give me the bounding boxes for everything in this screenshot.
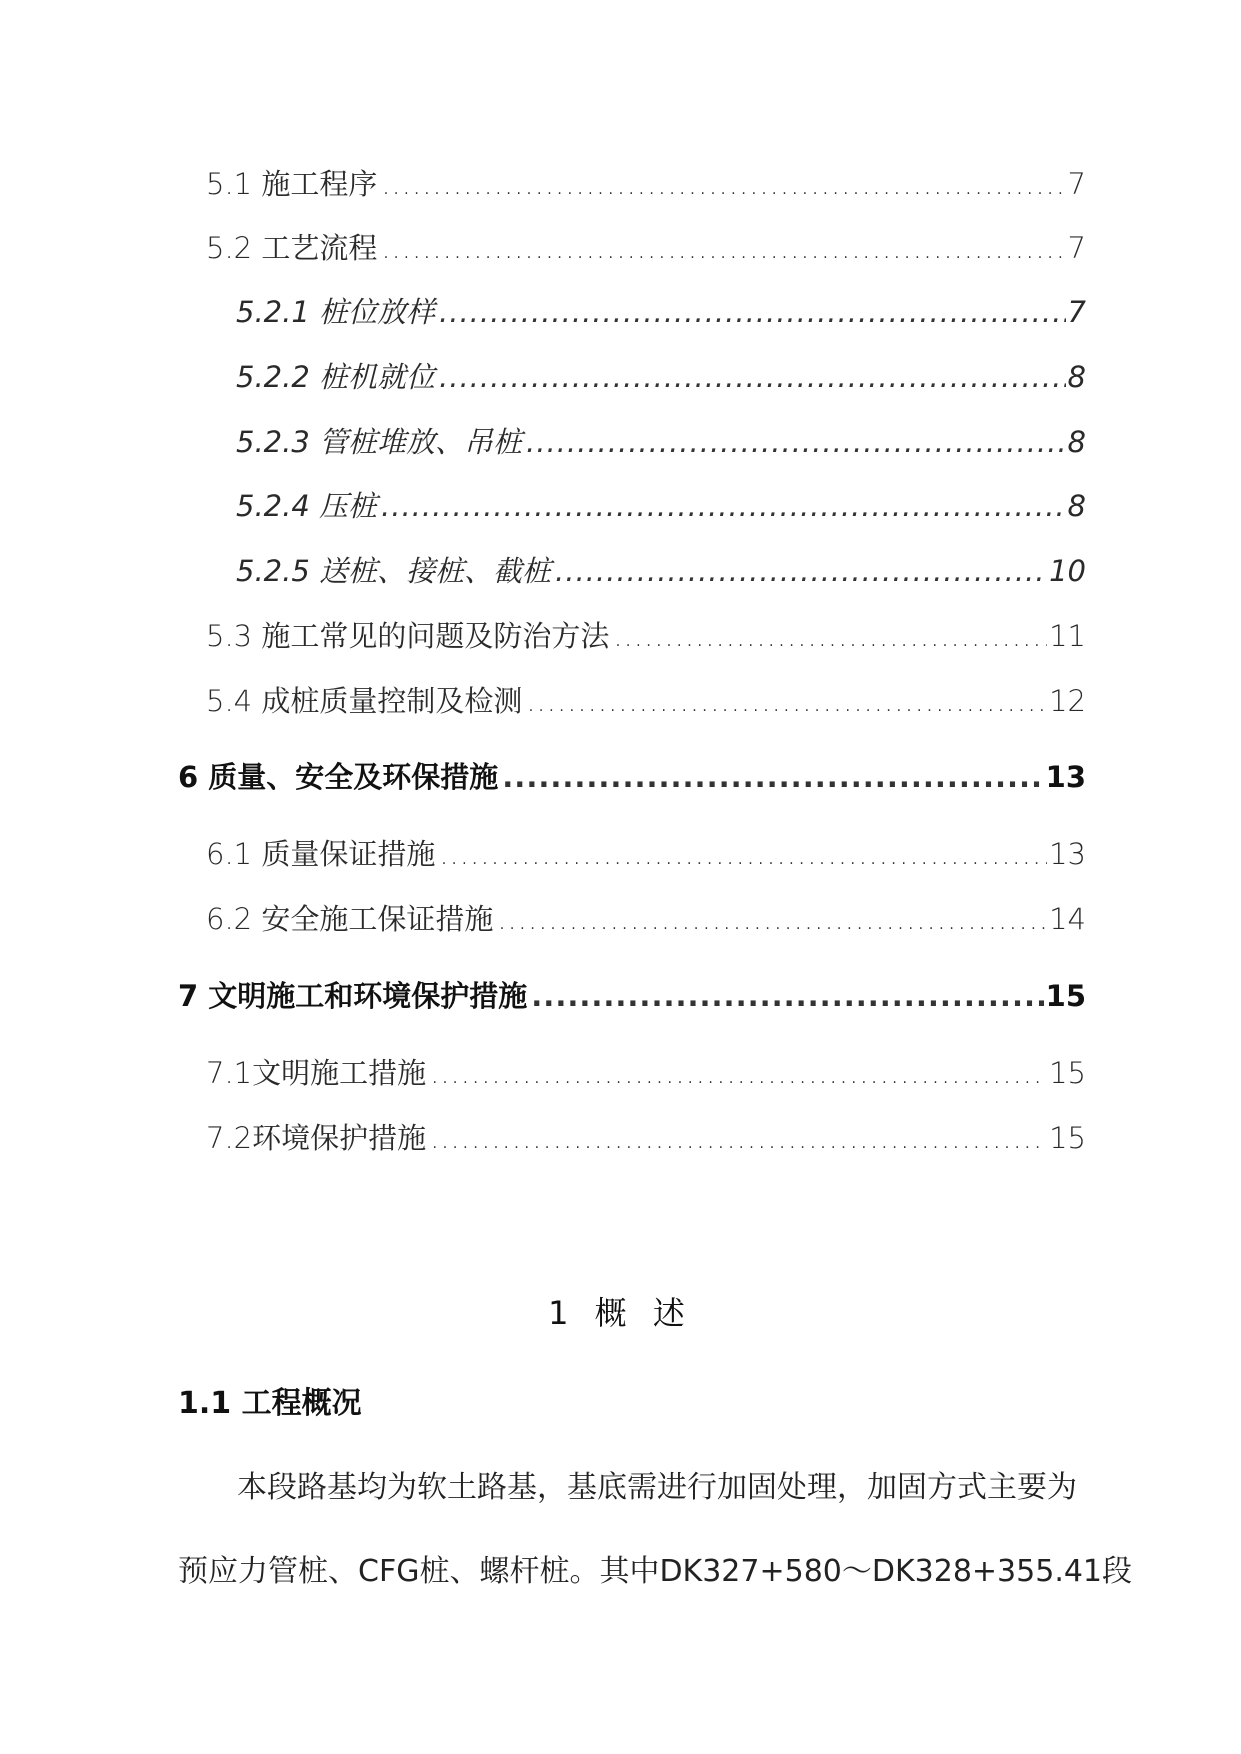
toc-leader-dots [439,295,1066,329]
toc-page-number: 7 [1067,231,1086,265]
toc-entry-label: 6.1 质量保证措施 [206,837,436,871]
toc-leader-dots [613,619,1047,653]
toc-entry-label: 5.2.4 压桩 [236,489,378,523]
toc-page-number: 14 [1049,902,1086,936]
toc-entry[interactable] [236,484,1086,524]
toc-entry[interactable] [178,755,1086,795]
toc-entry[interactable] [236,290,1086,330]
toc-entry-label: 5.3 施工常见的问题及防治方法 [206,619,610,653]
chapter-title: 1 概 述 [548,1294,693,1332]
toc-entry[interactable] [236,355,1086,395]
toc-leader-dots [381,231,1065,265]
toc-entry[interactable] [206,162,1086,202]
toc-page-number: 7 [1067,295,1086,329]
paragraph-line: 本段路基均为软土路基，基底需进行加固处理，加固方式主要为 [237,1470,1077,1505]
toc-entry[interactable] [206,226,1086,266]
toc-entry[interactable] [236,420,1086,460]
toc-entry[interactable] [236,549,1086,589]
toc-page-number: 8 [1067,489,1086,523]
toc-page-number: 15 [1045,979,1086,1013]
toc-leader-dots [430,1056,1047,1090]
toc-page-number: 10 [1049,554,1086,588]
toc-page-number: 13 [1045,760,1086,794]
toc-entry-label: 5.1 施工程序 [206,167,378,201]
toc-entry[interactable] [206,614,1086,654]
toc-entry[interactable] [206,679,1086,719]
toc-entry-label: 5.2 工艺流程 [206,231,378,265]
toc-page-number: 15 [1049,1056,1086,1090]
toc-leader-dots [497,902,1047,936]
toc-leader-dots [439,360,1066,394]
toc-entry-label: 5.2.3 管桩堆放、吊桩 [236,425,523,459]
toc-entry-label: 6.2 安全施工保证措施 [206,902,494,936]
toc-entry-label: 7.1文明施工措施 [206,1056,427,1090]
paragraph-line: 预应力管桩、CFG桩、螺杆桩。其中DK327+580～DK328+355.41段 [178,1554,1133,1589]
toc-leader-dots [526,425,1066,459]
toc-page-number: 11 [1049,619,1086,653]
toc-entry[interactable] [206,897,1086,937]
toc-leader-dots [430,1121,1047,1155]
toc-leader-dots [381,167,1065,201]
toc-leader-dots [531,979,1043,1013]
toc-entry[interactable] [206,1116,1086,1156]
section-title: 1.1 工程概况 [178,1386,362,1421]
toc-leader-dots [381,489,1066,523]
toc-entry[interactable] [178,974,1086,1014]
toc-page-number: 15 [1049,1121,1086,1155]
toc-entry-label: 7.2环境保护措施 [206,1121,427,1155]
toc-page-number: 8 [1067,360,1086,394]
toc-entry-label: 5.2.1 桩位放样 [236,295,436,329]
toc-entry-label: 7 文明施工和环境保护措施 [178,979,528,1013]
toc-page-number: 12 [1049,684,1086,718]
toc-leader-dots [555,554,1047,588]
toc-entry-label: 6 质量、安全及环保措施 [178,760,499,794]
toc-entry-label: 5.4 成桩质量控制及检测 [206,684,523,718]
toc-leader-dots [502,760,1043,794]
toc-page-number: 8 [1067,425,1086,459]
toc-leader-dots [526,684,1047,718]
toc-leader-dots [439,837,1047,871]
toc-entry-label: 5.2.5 送桩、接桩、截桩 [236,554,552,588]
toc-entry[interactable] [206,832,1086,872]
toc-entry[interactable] [206,1051,1086,1091]
toc-page-number: 7 [1067,167,1086,201]
toc-entry-label: 5.2.2 桩机就位 [236,360,436,394]
toc-page-number: 13 [1049,837,1086,871]
